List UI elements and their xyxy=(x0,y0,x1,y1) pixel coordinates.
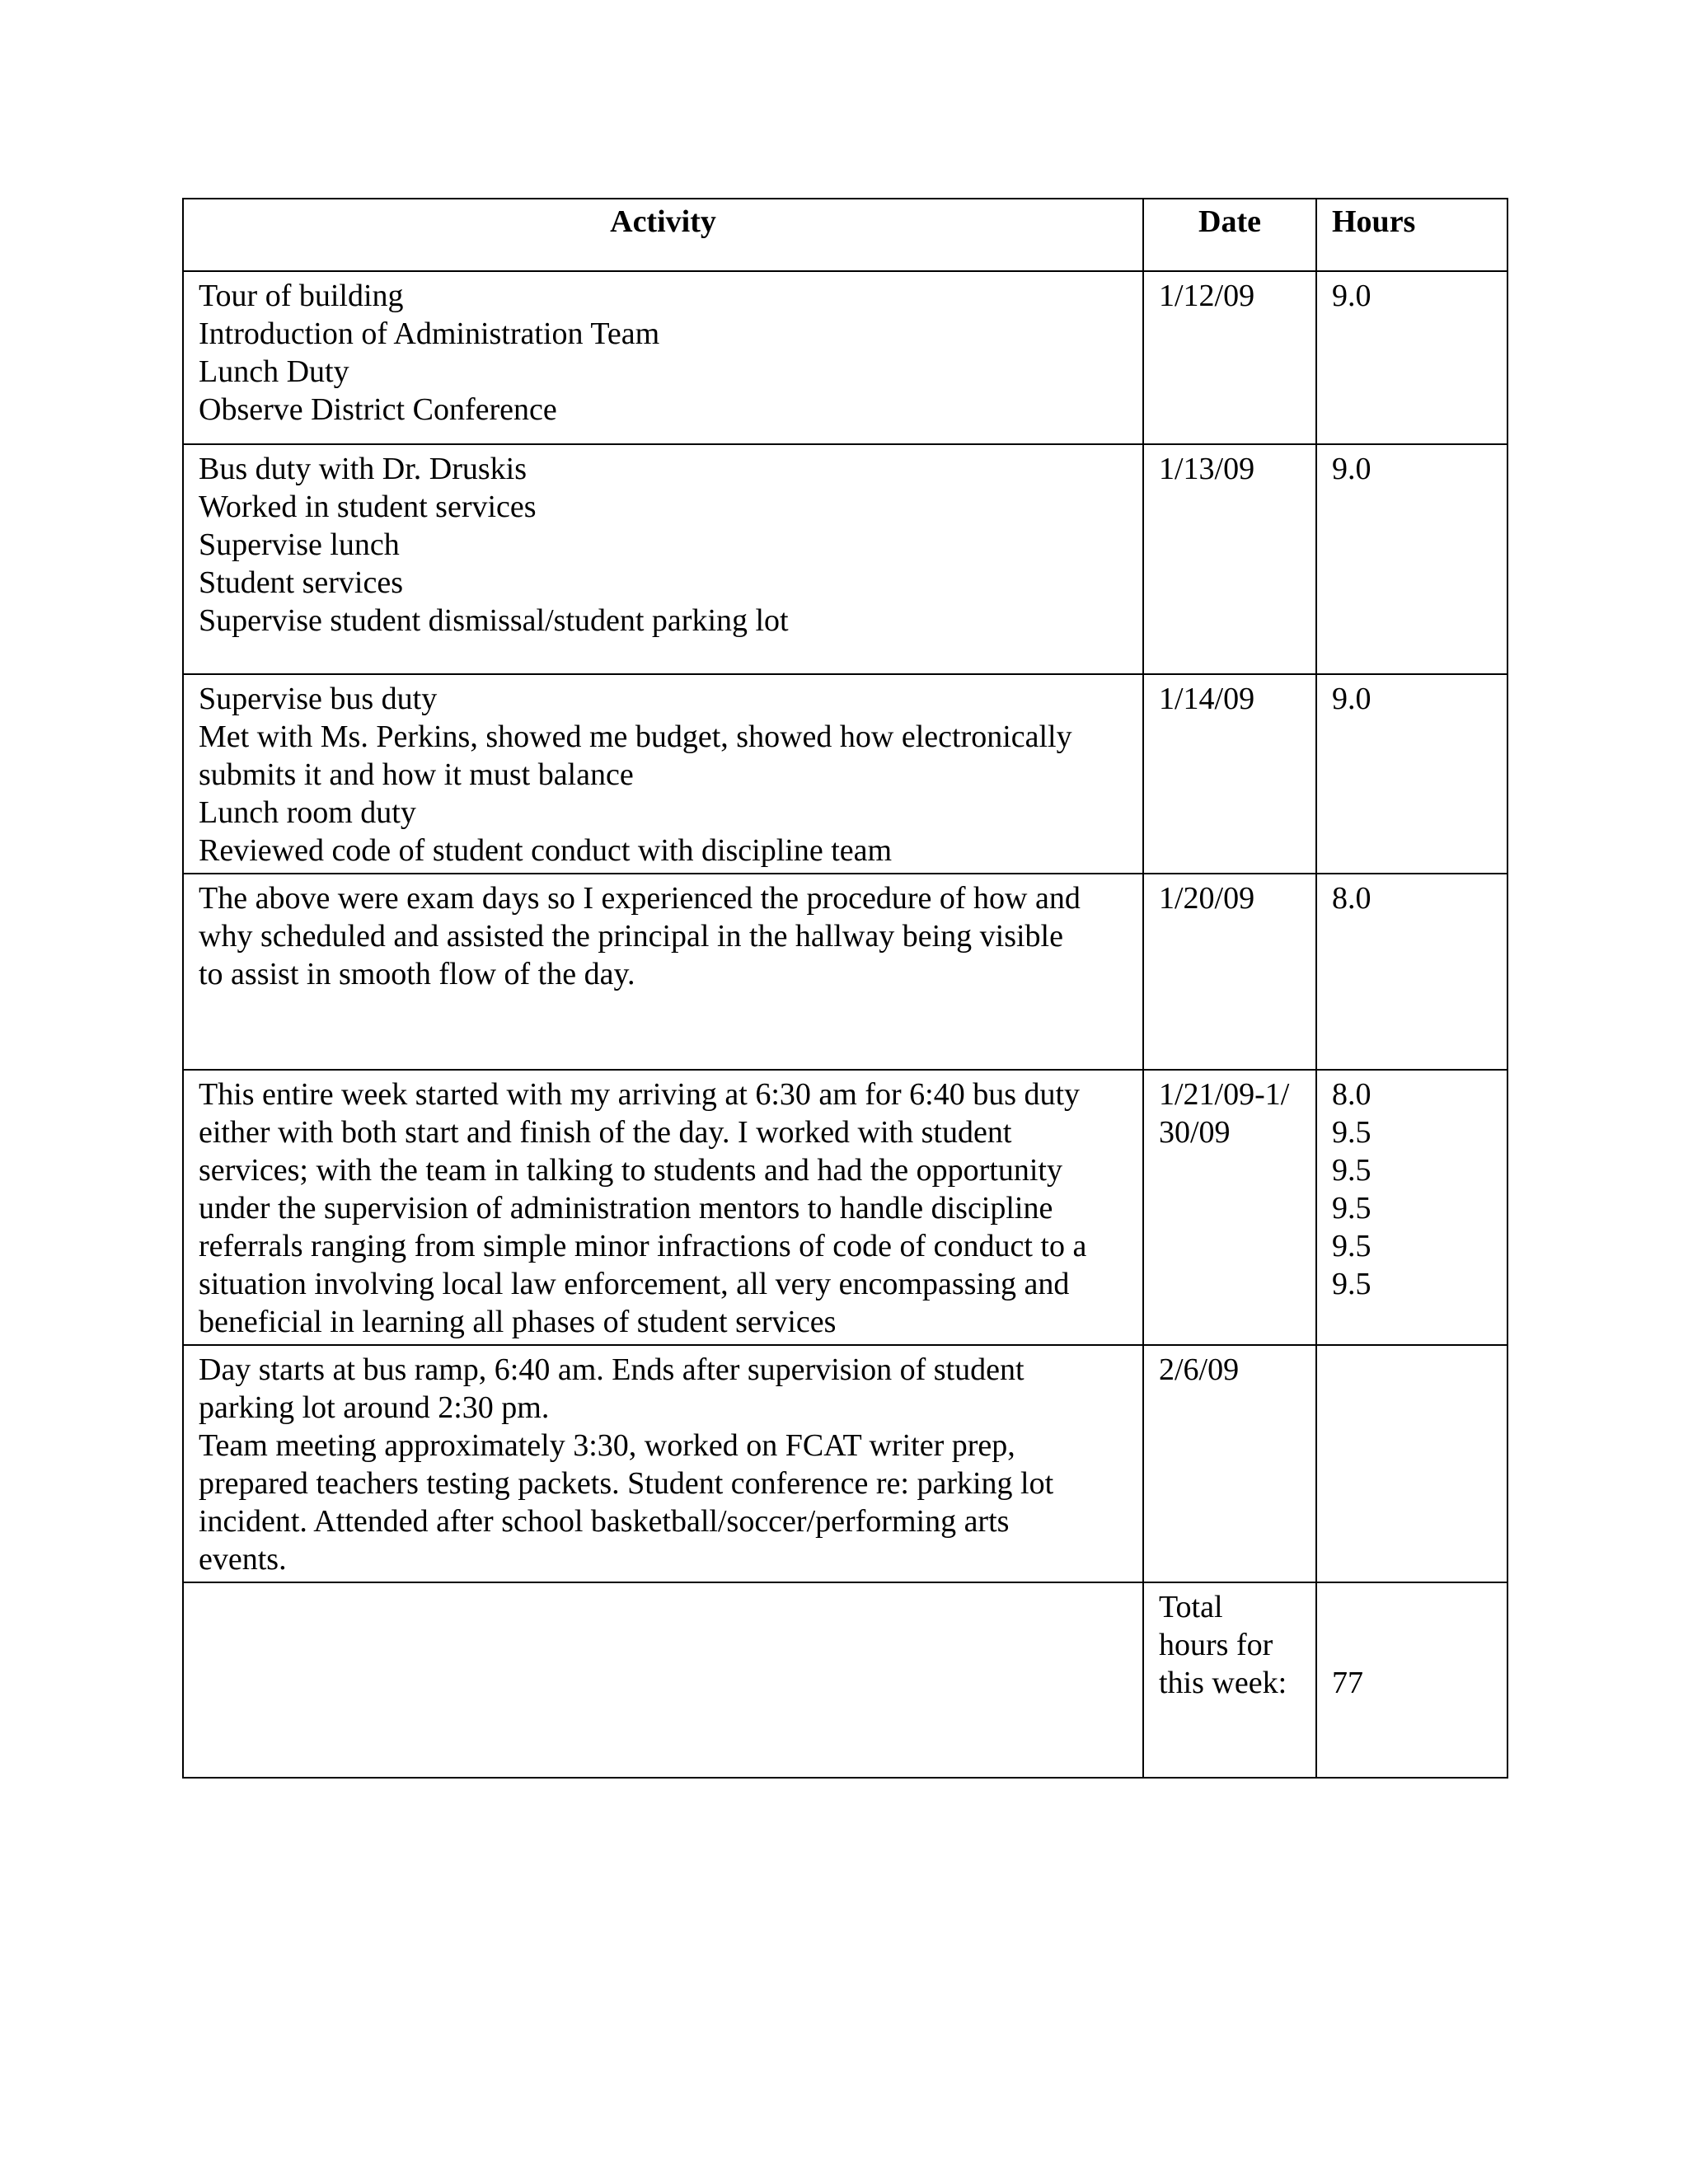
activity-cell xyxy=(183,1345,1143,1582)
date-cell xyxy=(1143,674,1316,874)
hours-cell xyxy=(1316,444,1507,674)
hours-line: 9.5 xyxy=(1332,1115,1372,1150)
activity-cell xyxy=(183,1070,1143,1345)
date-line: 1/20/09 xyxy=(1159,881,1255,916)
hours-line: 9.5 xyxy=(1332,1153,1372,1188)
hours-cell xyxy=(1316,674,1507,874)
header-date: Date xyxy=(1143,199,1316,271)
activity-line: Supervise lunch xyxy=(199,527,400,562)
activity-line: incident. Attended after school basketball/soccer/performing arts xyxy=(199,1504,1010,1539)
activity-line: Observe District Conference xyxy=(199,392,557,427)
activity-cell xyxy=(183,271,1143,444)
date-line: 2/6/09 xyxy=(1159,1352,1240,1387)
activity-line: Bus duty with Dr. Druskis xyxy=(199,452,527,486)
date-cell xyxy=(1143,874,1316,1070)
hours-line: 9.5 xyxy=(1332,1229,1372,1263)
activity-line: submits it and how it must balance xyxy=(199,757,634,792)
date-line: 1/12/09 xyxy=(1159,279,1255,313)
header-hours: Hours xyxy=(1316,199,1507,271)
table-header-row xyxy=(183,199,1507,271)
hours-line: 9.5 xyxy=(1332,1267,1372,1301)
total-label-line: this week: xyxy=(1159,1666,1287,1700)
activity-line: situation involving local law enforcement, all very encompassing and xyxy=(199,1267,1070,1301)
activity-cell xyxy=(183,874,1143,1070)
activity-line: Supervise bus duty xyxy=(199,682,438,716)
table-row xyxy=(183,444,1507,674)
activity-line: services; with the team in talking to students and had the opportunity xyxy=(199,1153,1062,1188)
activity-cell xyxy=(183,444,1143,674)
activity-line: This entire week started with my arriving at 6:30 am for 6:40 bus duty xyxy=(199,1077,1081,1112)
hours-line: 9.0 xyxy=(1332,682,1372,716)
hours-line: 9.0 xyxy=(1332,279,1372,313)
activity-line: The above were exam days so I experienced the procedure of how and xyxy=(199,881,1081,916)
activity-line: Student services xyxy=(199,565,404,600)
activity-line: why scheduled and assisted the principal in the hallway being visible xyxy=(199,919,1063,954)
total-label-line: Total xyxy=(1159,1590,1223,1624)
date-cell xyxy=(1143,271,1316,444)
header-activity: Activity xyxy=(183,199,1143,271)
table-row xyxy=(183,271,1507,444)
date-cell xyxy=(1143,1345,1316,1582)
total-value-cell xyxy=(1316,1582,1507,1778)
activity-line: either with both start and finish of the day. I worked with student xyxy=(199,1115,1012,1150)
activity-line: Lunch Duty xyxy=(199,354,349,389)
activity-line: Met with Ms. Perkins, showed me budget, showed how electronically xyxy=(199,719,1072,754)
hours-cell xyxy=(1316,874,1507,1070)
activity-line: Tour of building xyxy=(199,279,404,313)
total-activity-cell xyxy=(183,1582,1143,1778)
activity-line: parking lot around 2:30 pm. xyxy=(199,1390,550,1425)
date-line: 1/21/09-1/ xyxy=(1159,1077,1290,1112)
hours-line: 9.5 xyxy=(1332,1191,1372,1226)
table-row xyxy=(183,1070,1507,1345)
date-cell xyxy=(1143,1070,1316,1345)
activity-line: to assist in smooth flow of the day. xyxy=(199,957,635,991)
activity-line: beneficial in learning all phases of student services xyxy=(199,1305,837,1339)
hours-cell xyxy=(1316,1070,1507,1345)
activity-line: under the supervision of administration mentors to handle discipline xyxy=(199,1191,1053,1226)
date-line: 30/09 xyxy=(1159,1115,1231,1150)
activity-line: referrals ranging from simple minor infractions of code of conduct to a xyxy=(199,1229,1087,1263)
activity-line: Worked in student services xyxy=(199,490,537,524)
total-hours-value: 77 xyxy=(1332,1666,1363,1700)
table-row xyxy=(183,874,1507,1070)
total-label-cell xyxy=(1143,1582,1316,1778)
activity-line: Team meeting approximately 3:30, worked on FCAT writer prep, xyxy=(199,1428,1015,1463)
date-line: 1/13/09 xyxy=(1159,452,1255,486)
activity-line: events. xyxy=(199,1542,287,1577)
date-cell xyxy=(1143,444,1316,674)
hours-cell xyxy=(1316,271,1507,444)
hours-line: 8.0 xyxy=(1332,881,1372,916)
hours-cell xyxy=(1316,1345,1507,1582)
activity-cell xyxy=(183,674,1143,874)
activity-line: Introduction of Administration Team xyxy=(199,316,660,351)
activity-line: Reviewed code of student conduct with discipline team xyxy=(199,833,893,868)
activity-log-table xyxy=(182,198,1508,1779)
table-row xyxy=(183,1345,1507,1582)
total-row xyxy=(183,1582,1507,1778)
activity-line: Supervise student dismissal/student parking lot xyxy=(199,603,789,638)
table-row xyxy=(183,674,1507,874)
activity-line: Lunch room duty xyxy=(199,795,416,830)
activity-line: Day starts at bus ramp, 6:40 am. Ends after supervision of student xyxy=(199,1352,1025,1387)
hours-line: 9.0 xyxy=(1332,452,1372,486)
date-line: 1/14/09 xyxy=(1159,682,1255,716)
hours-line: 8.0 xyxy=(1332,1077,1372,1112)
total-label-line: hours for xyxy=(1159,1628,1273,1662)
activity-line: prepared teachers testing packets. Student conference re: parking lot xyxy=(199,1466,1054,1501)
